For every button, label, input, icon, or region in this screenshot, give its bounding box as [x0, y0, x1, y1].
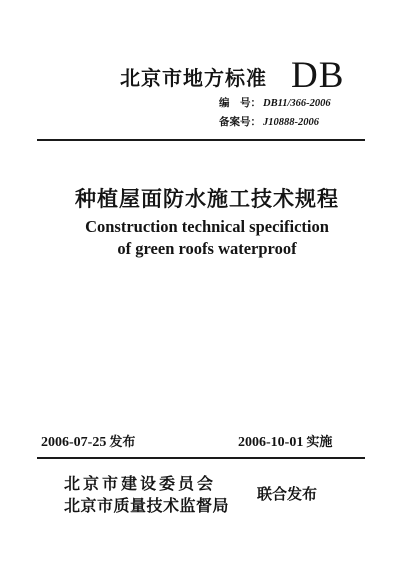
- bottom-divider: [37, 457, 365, 459]
- implement-date-value: 2006-10-01: [238, 435, 304, 450]
- filing-number-label: 备案号：: [219, 116, 261, 128]
- issue-date-label: 发布: [109, 435, 136, 450]
- standard-type: 北京市地方标准: [120, 66, 267, 90]
- filing-number-value: J10888-2006: [263, 117, 319, 128]
- filing-number: [219, 114, 319, 129]
- title-english-line1: Construction technical specifiction: [85, 217, 329, 236]
- standard-code-label: 编 号：: [219, 97, 261, 109]
- standard-code-value: DB11/366-2006: [263, 98, 331, 109]
- implement-date-label: 实施: [306, 435, 333, 450]
- issue-date-value: 2006-07-25: [41, 435, 107, 450]
- title-chinese: 种植屋面防水施工技术规程: [75, 187, 339, 211]
- issuer-line2: 北京市质量技术监督局: [64, 496, 230, 515]
- issuer-line1: 北京市建设委员会: [64, 474, 217, 493]
- issue-date: [41, 431, 135, 451]
- top-divider: [37, 139, 365, 141]
- standard-code: [219, 95, 331, 110]
- joint-issue-label: 联合发布: [257, 485, 318, 503]
- title-english-line2: of green roofs waterproof: [117, 239, 297, 258]
- db-mark: DB: [291, 55, 345, 96]
- implement-date: [238, 431, 332, 451]
